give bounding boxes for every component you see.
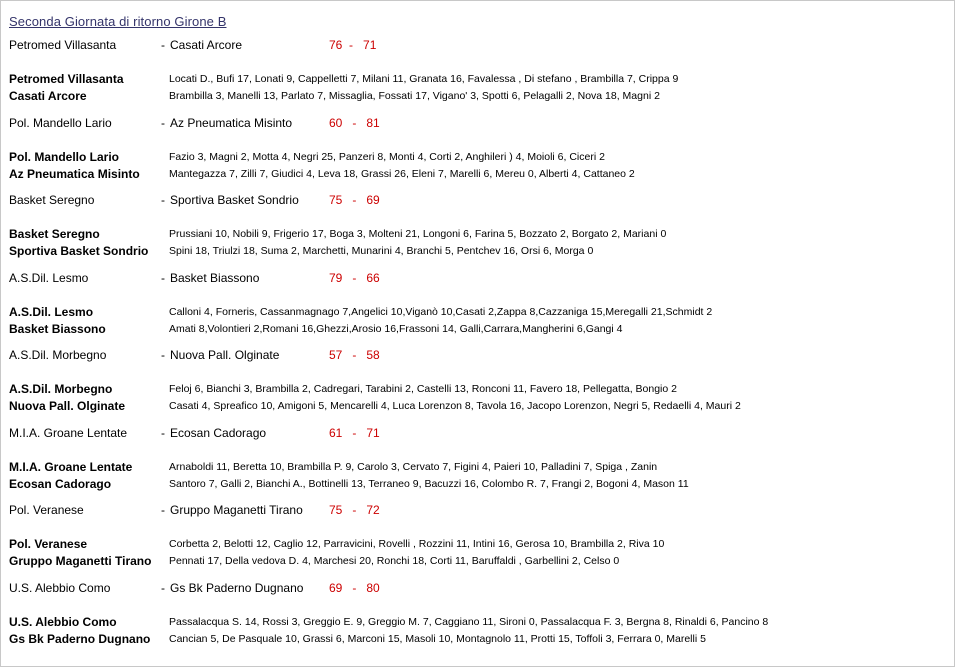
- final-score: 75 - 69: [329, 193, 380, 207]
- away-scorers: Brambilla 3, Manelli 13, Parlato 7, Missaglia, Fossati 17, Vigano' 3, Spotti 6, Pelagalli 2, Nova 18, Magni 2: [169, 90, 660, 102]
- home-scorers: Arnaboldi 11, Beretta 10, Brambilla P. 9, Carolo 3, Cervato 7, Figini 4, Paieri 10, Palladini 7, Spiga , Zanin: [169, 460, 658, 473]
- home-scorers: Calloni 4, Forneris, Cassanmagnago 7,Angelici 10,Viganò 10,Casati 2,Zappa 8,Cazzaniga 15,Meregalli 21,Schmidt 2: [169, 305, 713, 318]
- home-team: Petromed Villasanta: [9, 38, 117, 52]
- home-scorers-row: [9, 459, 949, 476]
- home-team-name: Petromed Villasanta: [9, 72, 124, 86]
- final-score: 61 - 71: [329, 425, 380, 440]
- home-team-name: U.S. Alebbio Como: [9, 614, 117, 629]
- away-team: Sportiva Basket Sondrio: [170, 193, 299, 207]
- away-team: Ecosan Cadorago: [170, 425, 267, 440]
- vs-separator: -: [161, 425, 165, 440]
- final-score: 75 - 72: [329, 503, 380, 517]
- vs-separator: -: [161, 115, 165, 130]
- vs-separator: -: [161, 270, 165, 285]
- away-scorers-row: [9, 166, 949, 183]
- away-scorers: Cancian 5, De Pasquale 10, Grassi 6, Marconi 15, Masoli 10, Montagnolo 11, Protti 15, Toffoli 3, Ferrara 0, Marelli 5: [169, 632, 706, 645]
- away-team: Gruppo Maganetti Tirano: [170, 503, 303, 517]
- home-team-name: Basket Seregno: [9, 227, 100, 241]
- vs-separator: -: [161, 503, 165, 517]
- away-team: Nuova Pall. Olginate: [170, 348, 280, 362]
- away-scorers: Casati 4, Spreafico 10, Amigoni 5, Mencarelli 4, Luca Lorenzon 8, Tavola 16, Jacopo Lorenzon, Negri 5, Redaelli 4, Mauri 2: [169, 400, 741, 412]
- home-scorers: Prussiani 10, Nobili 9, Frigerio 17, Boga 3, Molteni 21, Longoni 6, Farina 5, Bozzato 2, Borgato 2, Mariani 0: [169, 228, 667, 240]
- game-result-row: [9, 425, 949, 442]
- away-team: Basket Biassono: [170, 270, 260, 285]
- away-scorers: Amati 8,Volontieri 2,Romani 16,Ghezzi,Arosio 16,Frassoni 14, Galli,Carrara,Mangherini 6,Gangi 4: [169, 322, 623, 335]
- home-team: A.S.Dil. Morbegno: [9, 348, 107, 362]
- away-team: Gs Bk Paderno Dugnano: [170, 580, 304, 595]
- home-scorers-row: [9, 614, 949, 631]
- away-scorers-row: [9, 631, 949, 648]
- away-team-name: Casati Arcore: [9, 89, 87, 103]
- final-score: 57 - 58: [329, 348, 380, 362]
- home-scorers-row: [9, 149, 949, 166]
- home-scorers: Feloj 6, Bianchi 3, Brambilla 2, Cadregari, Tarabini 2, Castelli 13, Ronconi 11, Favero 18, Pellegatta, Bongio 2: [169, 383, 677, 395]
- final-score: 60 - 81: [329, 115, 380, 130]
- away-team: Az Pneumatica Misinto: [170, 115, 293, 130]
- away-scorers: Spini 18, Triulzi 18, Suma 2, Marchetti, Munarini 4, Branchi 5, Pentchev 16, Orsi 6, Morga 0: [169, 245, 594, 257]
- home-team: U.S. Alebbio Como: [9, 580, 111, 595]
- away-team-name: Basket Biassono: [9, 321, 106, 336]
- home-scorers-row: [9, 71, 949, 88]
- away-scorers-row: [9, 321, 949, 338]
- game-result-row: [9, 347, 949, 364]
- home-team-name: M.I.A. Groane Lentate: [9, 459, 133, 474]
- vs-separator: -: [161, 193, 165, 207]
- away-team: Casati Arcore: [170, 38, 243, 52]
- home-scorers: Corbetta 2, Belotti 12, Caglio 12, Parravicini, Rovelli , Rozzini 11, Intini 16, Gerosa 10, Brambilla 2, Riva 10: [169, 538, 665, 550]
- away-scorers: Santoro 7, Galli 2, Bianchi A., Bottinelli 13, Terraneo 9, Bacuzzi 16, Colombo R. 7, Frangi 2, Bogoni 4, Mason 11: [169, 477, 689, 490]
- home-team-name: Pol. Mandello Lario: [9, 149, 120, 164]
- home-team-name: A.S.Dil. Morbegno: [9, 382, 113, 396]
- away-team-name: Gs Bk Paderno Dugnano: [9, 631, 151, 646]
- game-result-row: [9, 115, 949, 132]
- away-scorers-row: [9, 243, 949, 260]
- home-scorers-row: [9, 536, 949, 553]
- away-scorers-row: [9, 88, 949, 105]
- away-team-name: Nuova Pall. Olginate: [9, 399, 126, 413]
- game-result-row: [9, 580, 949, 597]
- home-scorers: Locati D., Bufi 17, Lonati 9, Cappelletti 7, Milani 11, Granata 16, Favalessa , Di stefano , Brambilla 7, Crippa 9: [169, 73, 679, 85]
- vs-separator: -: [161, 38, 165, 52]
- game-result-row: [9, 270, 949, 287]
- away-team-name: Az Pneumatica Misinto: [9, 166, 140, 181]
- game-result-row: [9, 502, 949, 519]
- home-team: A.S.Dil. Lesmo: [9, 270, 89, 285]
- away-scorers: Pennati 17, Della vedova D. 4, Marchesi 20, Ronchi 18, Corti 11, Baruffaldi , Garbellini 2, Celso 0: [169, 555, 620, 567]
- home-team-name: A.S.Dil. Lesmo: [9, 304, 94, 319]
- home-team: Pol. Mandello Lario: [9, 115, 112, 130]
- home-scorers-row: [9, 304, 949, 321]
- game-result-row: [9, 37, 949, 54]
- home-team: M.I.A. Groane Lentate: [9, 425, 128, 440]
- home-scorers-row: [9, 381, 949, 398]
- home-scorers: Passalacqua S. 14, Rossi 3, Greggio E. 9, Greggio M. 7, Caggiano 11, Sironi 0, Passalacqua F. 3, Bergna 8, Rinaldi 6, Pancino 8: [169, 615, 769, 628]
- home-scorers: Fazio 3, Magni 2, Motta 4, Negri 25, Panzeri 8, Monti 4, Corti 2, Anghileri ) 4, Moioli 6, Ciceri 2: [169, 150, 605, 163]
- final-score: 76 - 71: [329, 38, 377, 52]
- away-team-name: Ecosan Cadorago: [9, 476, 112, 491]
- final-score: 79 - 66: [329, 270, 380, 285]
- away-team-name: Sportiva Basket Sondrio: [9, 244, 149, 258]
- home-team: Basket Seregno: [9, 193, 95, 207]
- page-title: Seconda Giornata di ritorno Girone B: [9, 14, 227, 29]
- vs-separator: -: [161, 580, 165, 595]
- vs-separator: -: [161, 348, 165, 362]
- away-scorers: Mantegazza 7, Zilli 7, Giudici 4, Leva 18, Grassi 26, Eleni 7, Marelli 6, Mereu 0, Alberti 4, Cattaneo 2: [169, 167, 635, 180]
- away-scorers-row: [9, 398, 949, 415]
- away-scorers-row: [9, 476, 949, 493]
- final-score: 69 - 80: [329, 580, 380, 595]
- home-team: Pol. Veranese: [9, 503, 84, 517]
- home-scorers-row: [9, 226, 949, 243]
- away-team-name: Gruppo Maganetti Tirano: [9, 554, 152, 568]
- away-scorers-row: [9, 553, 949, 570]
- home-team-name: Pol. Veranese: [9, 537, 88, 551]
- game-result-row: [9, 192, 949, 209]
